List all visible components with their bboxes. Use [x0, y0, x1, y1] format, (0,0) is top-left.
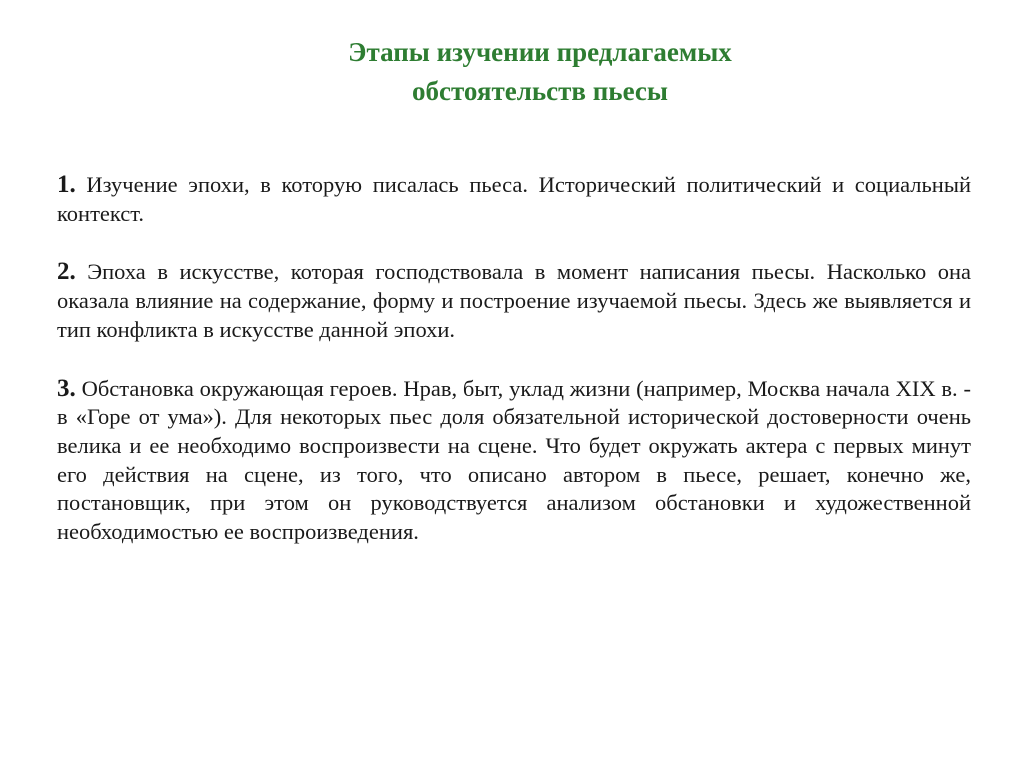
list-item-1 — [57, 171, 971, 228]
item-number: 3. — [57, 374, 76, 402]
slide-title — [270, 33, 810, 111]
slide-body — [57, 171, 971, 577]
item-text: Обстановка окружающая героев. Нрав, быт, уклад жизни (например, Москва начала XIX в. - в «Горе от ума»). Для некоторых пьес доля обязательной исторической достоверности очень велика и ее необходимо воспроизвести на сцене. Что будет окружать актера с первых минут его действия на сцене, из того, что описано автором в пьесе, решает, конечно же, постановщик, при этом он руководствуется анализом обстановки и художественной необходимостью ее воспроизведения. — [57, 375, 971, 545]
item-number: 2. — [57, 258, 76, 286]
item-text: Изучение эпохи, в которую писалась пьеса. Исторический политический и социальный контекст. — [57, 172, 971, 226]
list-item-2 — [57, 258, 971, 344]
title-line-2: обстоятельств пьесы — [412, 76, 668, 106]
list-item-3 — [57, 375, 971, 547]
title-line-1: Этапы изучении предлагаемых — [348, 37, 732, 67]
item-number: 1. — [57, 171, 76, 198]
item-text: Эпоха в искусстве, которая господствовала в момент написания пьесы. Насколько она оказала влияние на содержание, форму и построение изучаемой пьесы. Здесь же выявляется и тип конфликта в искусстве данной эпохи. — [57, 259, 971, 342]
